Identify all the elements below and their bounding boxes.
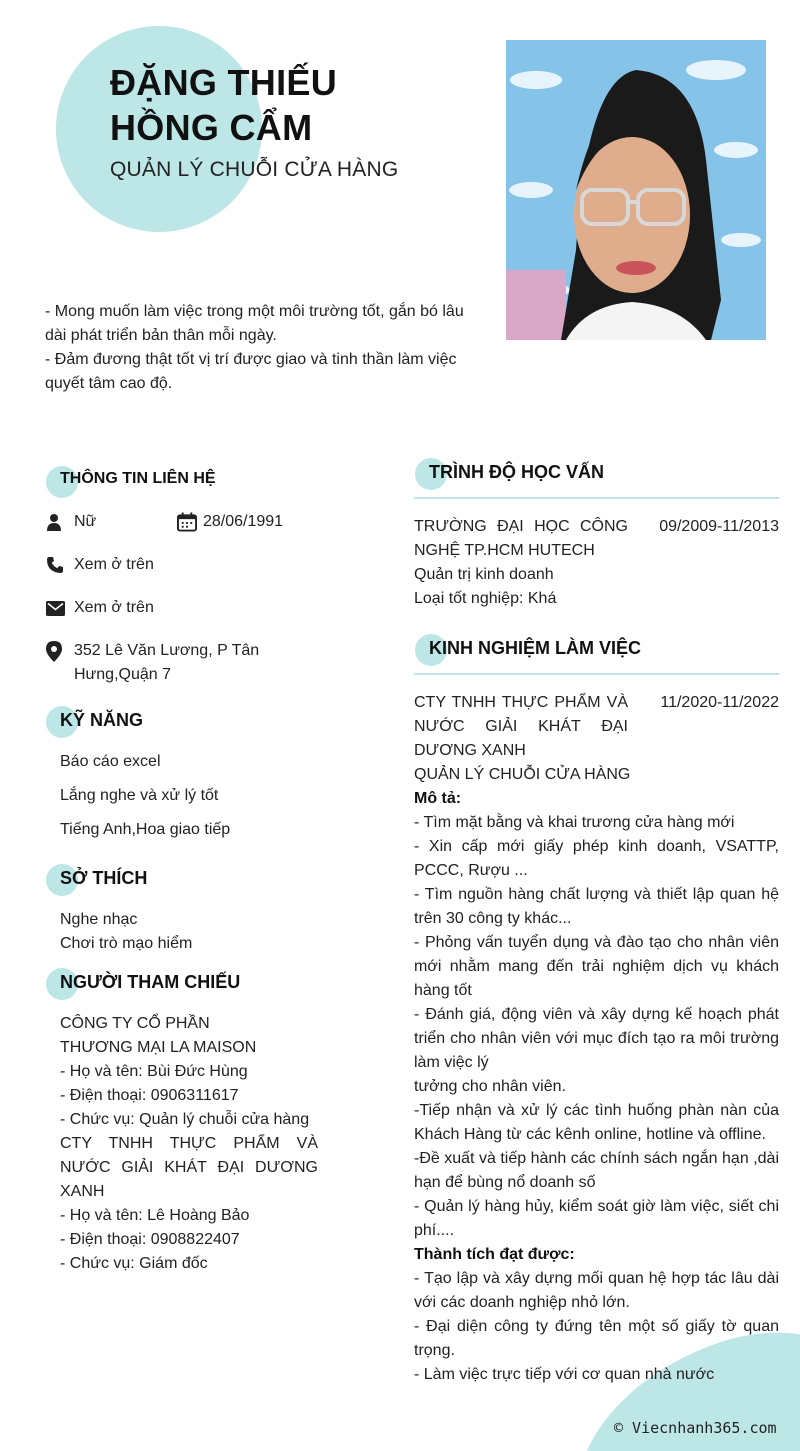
description-item: - Phỏng vấn tuyển dụng và đào tạo cho nhân viên mới nhằm mang đến trải nghiệm dịch vụ khách hàng tốt xyxy=(414,934,779,999)
skills-heading: KỸ NĂNG xyxy=(60,710,143,731)
achievement-item: - Tạo lập và xây dựng mối quan hệ hợp tác lâu dài với các doanh nghiệp nhỏ lớn. xyxy=(414,1270,779,1311)
description-item: tưởng cho nhân viên. xyxy=(414,1078,566,1095)
candidate-name: ĐẶNG THIẾU HỒNG CẨM xyxy=(110,62,337,148)
skills-list xyxy=(60,750,230,842)
reference-line: - Chức vụ: Quản lý chuỗi cửa hàng xyxy=(60,1111,310,1128)
description-item: - Đánh giá, động viên và xây dựng kế hoạch phát triển cho nhân viên với mục đích tạo ra môi trường làm việc lý xyxy=(414,1006,779,1071)
location-pin-icon xyxy=(46,639,66,663)
experience-entry xyxy=(414,691,779,1387)
person-icon xyxy=(46,510,66,534)
hobby-item: Nghe nhạc xyxy=(60,911,138,928)
contact-gender: Nữ xyxy=(46,510,96,534)
education-entry-head xyxy=(414,515,779,563)
contact-heading: THÔNG TIN LIÊN HỆ xyxy=(60,470,216,488)
experience-divider xyxy=(414,673,779,675)
reference-company: CTY TNHH THỰC PHẨM VÀ NƯỚC GIẢI KHÁT ĐẠI DƯƠNG XANH xyxy=(60,1135,318,1200)
skill-item: Báo cáo excel xyxy=(60,753,161,770)
description-item: - Tìm mặt bằng và khai trương cửa hàng mới xyxy=(414,814,735,831)
education-major: Quản trị kinh doanh xyxy=(414,566,554,583)
hobbies-list xyxy=(60,908,192,956)
job-title: QUẢN LÝ CHUỖI CỬA HÀNG xyxy=(110,158,399,181)
reference-company: CÔNG TY CỔ PHẦN THƯƠNG MẠI LA MAISON xyxy=(60,1015,257,1056)
reference-line: - Điện thoại: 0906311617 xyxy=(60,1087,239,1104)
hobbies-heading: SỞ THÍCH xyxy=(60,868,147,889)
education-entry xyxy=(414,515,779,611)
calendar-icon xyxy=(177,510,197,534)
profile-photo xyxy=(506,40,766,340)
education-grade: Loại tốt nghiệp: Khá xyxy=(414,590,557,607)
reference-line: - Chức vụ: Giám đốc xyxy=(60,1255,208,1272)
experience-heading: KINH NGHIỆM LÀM VIỆC xyxy=(429,638,641,659)
description-item: - Tìm nguồn hàng chất lượng và thiết lập quan hệ trên 30 công ty khác... xyxy=(414,886,779,927)
profile-photo-portrait xyxy=(506,40,766,340)
experience-entry-head xyxy=(414,691,779,763)
description-item: -Tiếp nhận và xử lý các tình huống phàn nàn của Khách Hàng từ các kênh online, hotline và offline. xyxy=(414,1102,779,1143)
mail-icon xyxy=(46,596,66,620)
contact-email: Xem ở trên xyxy=(46,596,154,620)
references-heading: NGƯỜI THAM CHIẾU xyxy=(60,972,240,993)
reference-line: - Điện thoại: 0908822407 xyxy=(60,1231,240,1248)
achievements-label: Thành tích đạt được: xyxy=(414,1246,575,1263)
contact-address: 352 Lê Văn Lương, P Tân Hưng,Quận 7 xyxy=(46,639,259,687)
achievement-item: - Làm việc trực tiếp với cơ quan nhà nước xyxy=(414,1366,715,1383)
description-item: -Đề xuất và tiếp hành các chính sách ngắn hạn ,dài hạn để bùng nổ doanh số xyxy=(414,1150,779,1191)
description-label: Mô tả: xyxy=(414,790,462,807)
achievement-item: - Đại diện công ty đứng tên một số giấy tờ quan trọng. xyxy=(414,1318,779,1359)
career-objective: - Mong muốn làm việc trong một môi trường tốt, gắn bó lâu dài phát triển bản thân mỗi ngày. - Đảm đương thật tốt vị trí được giao và tinh thần làm việc quyết tâm cao độ. xyxy=(45,303,464,392)
experience-position: QUẢN LÝ CHUỖI CỬA HÀNG xyxy=(414,766,631,783)
experience-dates: 11/2020-11/2022 xyxy=(660,694,779,711)
education-divider xyxy=(414,497,779,499)
school-name: TRƯỜNG ĐẠI HỌC CÔNG NGHỆ TP.HCM HUTECH xyxy=(414,518,628,559)
skill-item: Lắng nghe và xử lý tốt xyxy=(60,787,219,804)
education-dates: 09/2009-11/2013 xyxy=(659,518,779,535)
description-item: - Xin cấp mới giấy phép kinh doanh, VSATTP, PCCC, Rượu ... xyxy=(414,838,779,879)
contact-phone: Xem ở trên xyxy=(46,553,154,577)
contact-dob: 28/06/1991 xyxy=(177,510,283,534)
skill-item: Tiếng Anh,Hoa giao tiếp xyxy=(60,821,231,838)
company-name: CTY TNHH THỰC PHẨM VÀ NƯỚC GIẢI KHÁT ĐẠI DƯƠNG XANH xyxy=(414,694,628,759)
description-item: - Quản lý hàng hủy, kiểm soát giờ làm việc, siết chi phí.... xyxy=(414,1198,779,1239)
phone-icon xyxy=(46,553,66,577)
education-heading: TRÌNH ĐỘ HỌC VẤN xyxy=(429,462,604,483)
reference-line: - Họ và tên: Lê Hoàng Bảo xyxy=(60,1207,250,1224)
hobby-item: Chơi trò mạo hiểm xyxy=(60,935,193,952)
site-watermark: © Viecnhanh365.com xyxy=(614,1419,777,1437)
reference-line: - Họ và tên: Bùi Đức Hùng xyxy=(60,1063,248,1080)
references-list xyxy=(60,1012,318,1276)
